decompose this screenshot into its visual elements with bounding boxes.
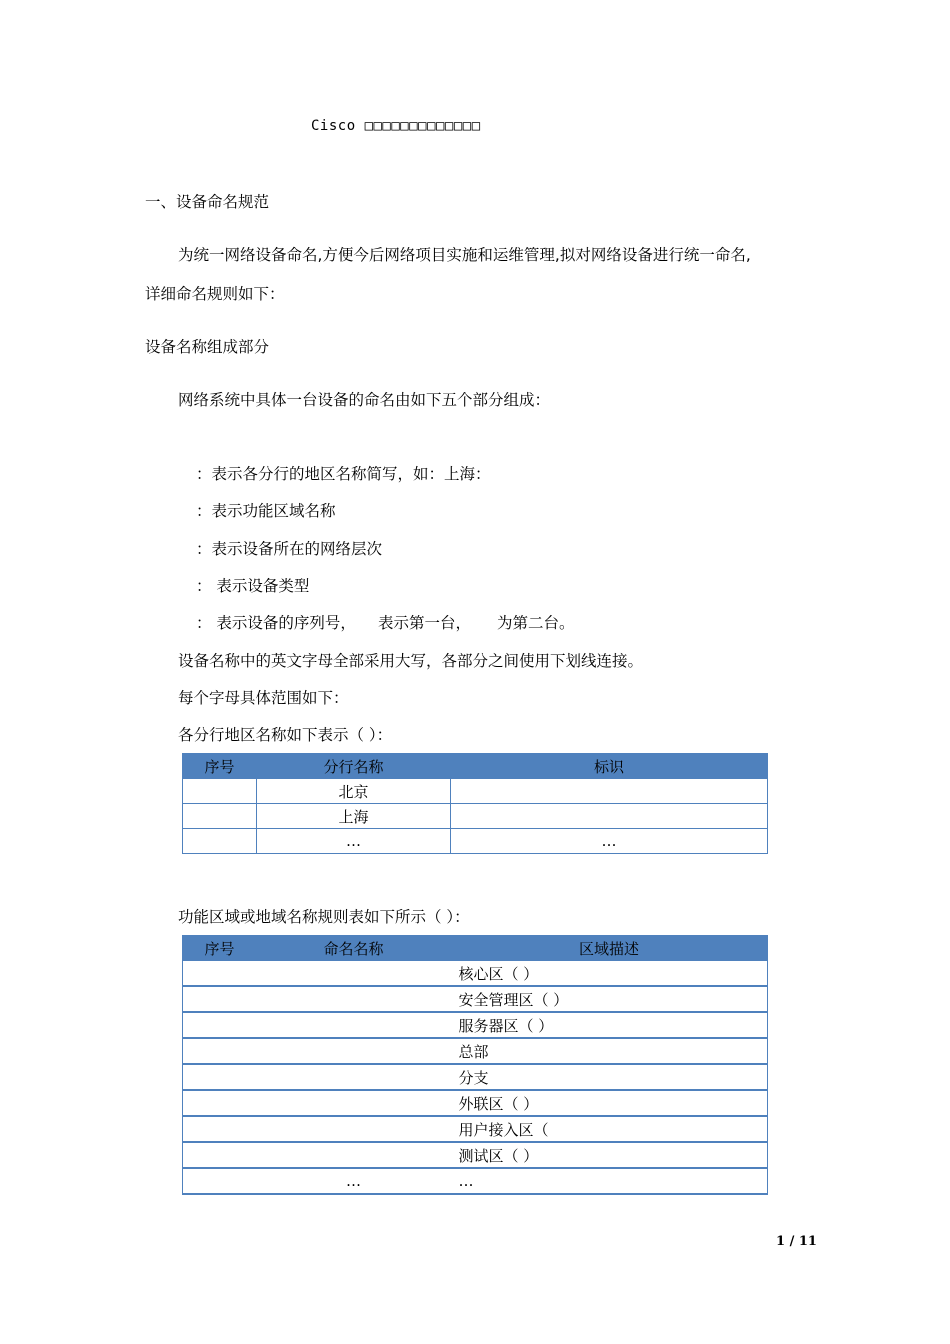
- table-row: [183, 779, 768, 804]
- table-row: [183, 961, 768, 987]
- table-cell: 上海: [257, 804, 451, 829]
- component-item: ：表示功能区域名称: [196, 502, 336, 520]
- table-row: [183, 1012, 768, 1038]
- table-cell: [183, 779, 257, 804]
- table-cell: [257, 1090, 451, 1116]
- table-cell: …: [451, 829, 768, 854]
- table-cell: 总部: [451, 1038, 768, 1064]
- intro-paragraph-line2: 详细命名规则如下：: [145, 285, 285, 303]
- component-item: ：表示设备所在的网络层次: [196, 540, 383, 558]
- table-cell: [183, 1116, 257, 1142]
- column-header: 命名名称: [257, 936, 451, 961]
- table-cell: [257, 1064, 451, 1090]
- table-cell: [257, 986, 451, 1012]
- table-header-row: [183, 754, 768, 779]
- table-cell: [183, 1168, 257, 1194]
- functional-area-table: [182, 935, 768, 1195]
- table-row: [183, 804, 768, 829]
- table-cell: [451, 804, 768, 829]
- table-cell: [183, 804, 257, 829]
- table-cell: 北京: [257, 779, 451, 804]
- table-cell: [451, 779, 768, 804]
- table-cell: [183, 1064, 257, 1090]
- subheading: 设备名称组成部分: [145, 338, 270, 356]
- table-row: [183, 1038, 768, 1064]
- table-row: [183, 986, 768, 1012]
- table-cell: [183, 986, 257, 1012]
- column-header: 序号: [183, 936, 257, 961]
- composition-paragraph: 网络系统中具体一台设备的命名由如下五个部分组成：: [178, 391, 551, 409]
- component-item-part: 表示第一台，: [377, 614, 471, 632]
- component-item: ：表示各分行的地区名称简写，如：上海：: [196, 465, 491, 483]
- table-row: [183, 1064, 768, 1090]
- table-cell: [183, 829, 257, 854]
- table-cell: [257, 1038, 451, 1064]
- table1-caption: 各分行地区名称如下表示（ ）：: [178, 726, 393, 744]
- table-cell: [257, 1116, 451, 1142]
- range-intro: 每个字母具体范围如下：: [178, 689, 349, 707]
- table-cell: [183, 961, 257, 987]
- table-cell: …: [451, 1168, 768, 1194]
- table-cell: …: [257, 1168, 451, 1194]
- column-header: 序号: [183, 754, 257, 779]
- section-heading: 一、设备命名规范: [145, 193, 270, 211]
- branch-region-table: [182, 753, 768, 854]
- table-cell: …: [257, 829, 451, 854]
- table-cell: [183, 1038, 257, 1064]
- table-cell: 用户接入区（: [451, 1116, 768, 1142]
- intro-paragraph-line1: 为统一网络设备命名,方便今后网络项目实施和运维管理,拟对网络设备进行统一命名,: [178, 246, 751, 264]
- table-row: [183, 1090, 768, 1116]
- page-number: 1 / 11: [776, 1234, 817, 1249]
- document-title: Cisco □□□□□□□□□□□□□: [311, 118, 481, 134]
- table-row: [183, 1168, 768, 1194]
- table-cell: [257, 1142, 451, 1168]
- component-item-part: ： 表示设备的序列号，: [196, 614, 356, 632]
- table-cell: [183, 1012, 257, 1038]
- column-header: 分行名称: [257, 754, 451, 779]
- table-row: [183, 1142, 768, 1168]
- table-cell: [257, 1012, 451, 1038]
- table-cell: [257, 961, 451, 987]
- column-header: 区域描述: [451, 936, 768, 961]
- component-item: [196, 611, 574, 633]
- table-header-row: [183, 936, 768, 961]
- table-cell: 核心区（ ）: [451, 961, 768, 987]
- table-cell: [183, 1090, 257, 1116]
- table-cell: 测试区（ ）: [451, 1142, 768, 1168]
- column-header: 标识: [451, 754, 768, 779]
- table-cell: 服务器区（ ）: [451, 1012, 768, 1038]
- table-row: [183, 829, 768, 854]
- uppercase-rule: 设备名称中的英文字母全部采用大写，各部分之间使用下划线连接。: [178, 652, 644, 670]
- table2-caption: 功能区域或地域名称规则表如下所示（ ）：: [178, 908, 470, 926]
- table-cell: 分支: [451, 1064, 768, 1090]
- table-cell: [183, 1142, 257, 1168]
- component-item: ： 表示设备类型: [196, 577, 310, 595]
- component-item-part: 为第二台。: [496, 614, 575, 632]
- table-row: [183, 1116, 768, 1142]
- table-cell: 外联区（ ）: [451, 1090, 768, 1116]
- table-cell: 安全管理区（ ）: [451, 986, 768, 1012]
